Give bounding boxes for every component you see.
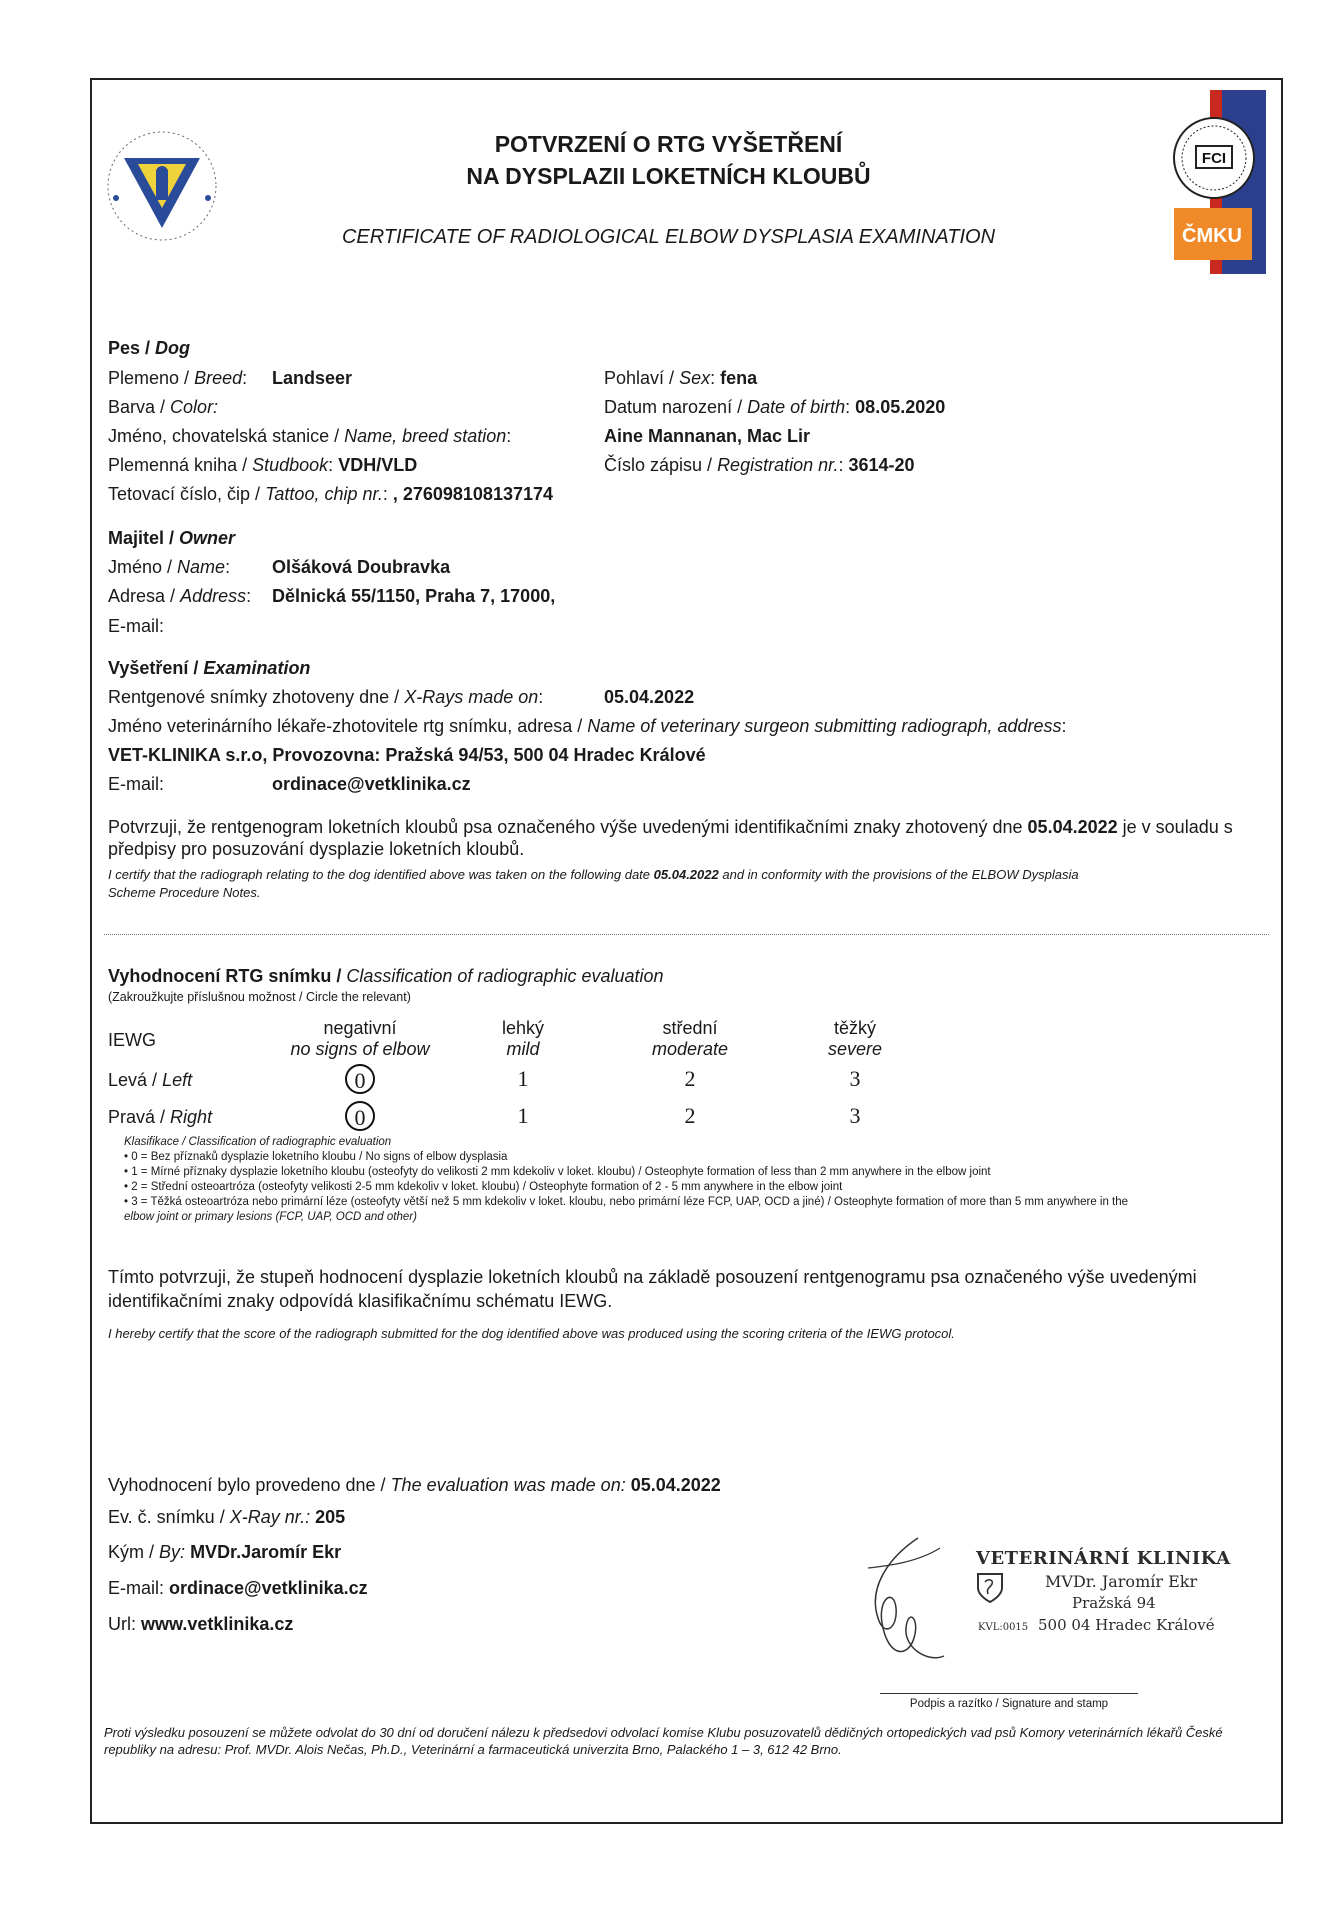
section-divider (104, 934, 1269, 935)
breed-row: Plemeno / Breed: (108, 368, 248, 388)
dog-section-title: Pes / Dog (108, 338, 191, 358)
xray-date-label: Rentgenové snímky zhotoveny dne / X-Rays made on: (108, 687, 544, 707)
classification-title: Vyhodnocení RTG snímku / Classification of radiographic evaluation (108, 966, 664, 986)
exam-email-label: E-mail: (108, 774, 165, 794)
confirm-en-line-2: Scheme Procedure Notes. (108, 885, 261, 900)
signature-label: Podpis a razítko / Signature and stamp (909, 1698, 1109, 1710)
owner-email-label: E-mail: (108, 616, 165, 636)
confirm-en-line-1: I certify that the radiograph relating to the dog identified above was taken on the following date 05.04.2022 and in conformity with the provisions of the ELBOW Dysplasia (108, 867, 1079, 882)
col-negative: negativní no signs of elbow (290, 1018, 430, 1059)
xray-nr-row: Ev. č. snímku / X-Ray nr.: 205 (108, 1507, 346, 1527)
stamp-line-2: MVDr. Jaromír Ekr (1045, 1572, 1198, 1591)
right-score-1[interactable]: 1 (517, 1103, 529, 1128)
legend-title: Klasifikace / Classification of radiographic evaluation (124, 1136, 392, 1148)
legend-item-4: elbow joint or primary lesions (FCP, UAP, OCD and other) (124, 1211, 417, 1223)
row-right-label: Pravá / Right (108, 1107, 213, 1127)
vet-label: Jméno veterinárního lékaře-zhotovitele rtg snímku, adresa / Name of veterinary surgeon submitting radiograph, address: (108, 716, 1067, 736)
color-row: Barva / Color: (108, 397, 219, 417)
stamp-line-1: VETERINÁRNÍ KLINIKA (976, 1548, 1231, 1569)
certification-en: I hereby certify that the score of the radiograph submitted for the dog identified above was produced using the scoring criteria of the IEWG protocol. (108, 1326, 955, 1341)
left-score-3[interactable]: 3 (849, 1066, 861, 1091)
cmku-text: ČMKU (1182, 225, 1242, 247)
stamp-line-3: Pražská 94 (1072, 1594, 1156, 1612)
vet-value: VET-KLINIKA s.r.o, Provozovna: Pražská 94/53, 500 04 Hradec Králové (108, 745, 706, 765)
url-row: Url: www.vetklinika.cz (108, 1614, 294, 1634)
exam-email-value: ordinace@vetklinika.cz (272, 774, 471, 794)
evaluation-date-row: Vyhodnocení bylo provedeno dne / The evaluation was made on: 05.04.2022 (108, 1475, 721, 1495)
appeal-footer: Proti výsledku posouzení se můžete odvolat do 30 dní od doručení nálezu k předsedovi odvolací komise Klubu posuzovatelů dědičných ortopedických vad psů Komory veterinárních lékařů České republiky na adresu: Prof. MVDr. Alois Nečas, Ph.D., Veterinární a farmaceutická univerzita Brno, Palackého 1 – 3, 612 42 Brno. (104, 1725, 1223, 1757)
dog-name-value: Aine Mannanan, Mac Lir (604, 426, 811, 446)
xray-date-value: 05.04.2022 (604, 687, 695, 707)
owner-name-label: Jméno / Name: (108, 557, 231, 577)
classification-hint: (Zakroužkujte příslušnou možnost / Circle the relevant) (108, 990, 411, 1004)
sex-row: Pohlaví / Sex: fena (604, 368, 758, 388)
right-score-3[interactable]: 3 (849, 1103, 861, 1128)
registration-row: Číslo zápisu / Registration nr.: 3614-20 (604, 455, 915, 475)
row-left-label: Levá / Left (108, 1070, 193, 1090)
stamp-shield-icon (976, 1572, 1004, 1604)
left-score-2[interactable]: 2 (684, 1066, 696, 1091)
legend-item-0: • 0 = Bez příznaků dysplazie loketního kloubu / No signs of elbow dysplasia (124, 1151, 508, 1163)
legend-item-1: • 1 = Mírné příznaky dysplazie loketního kloubu (osteofyty do velikosti 2 mm kdekoliv v loket. kloubu) / Osteophyte formation of less than 2 mm anywhere in the elbow joint (124, 1166, 991, 1178)
chip-row: Tetovací číslo, čip / Tattoo, chip nr.: , 276098108137174 (108, 484, 554, 504)
signature-line (880, 1693, 1138, 1694)
col-mild: lehký mild (501, 1018, 545, 1059)
right-score-0-selected[interactable]: 0 (325, 1101, 395, 1131)
confirm-cz-line-2: předpisy pro posuzování dysplazie loketních kloubů. (108, 839, 525, 859)
stamp-kvl: KVL:0015 (978, 1622, 1029, 1633)
title-line-2: NA DYSPLAZII LOKETNÍCH KLOUBŮ (466, 163, 871, 189)
owner-name-value: Olšáková Doubravka (272, 557, 451, 577)
fci-text: FCI (1201, 150, 1227, 167)
legend-item-3: • 3 = Těžká osteoartróza nebo primární léze (osteofyty větší než 5 mm kdekoliv v loket. kloubu, nebo primární léze FCP, UAP, OCD a jiné) / Osteophyte formation of more than 5 mm anywhere in the (124, 1196, 1129, 1208)
name-label: Jméno, chovatelská stanice / Name, breed station: (108, 426, 512, 446)
legend-item-2: • 2 = Střední osteoartróza (osteofyty velikosti 2-5 mm kdekoliv v loket. kloubu) / Osteophyte formation of 2 - 5 mm anywhere in the elbow joint (124, 1181, 843, 1193)
owner-address-label: Adresa / Address: (108, 586, 252, 606)
handwritten-signature (848, 1528, 958, 1668)
right-score-2[interactable]: 2 (684, 1103, 696, 1128)
iewg-label: IEWG (108, 1030, 156, 1050)
stamp-line-4: 500 04 Hradec Králové (1038, 1616, 1215, 1634)
title-line-1: POTVRZENÍ O RTG VYŠETŘENÍ (494, 131, 843, 157)
dob-row: Datum narození / Date of birth: 08.05.2020 (604, 397, 946, 417)
left-score-0-selected[interactable]: 0 (325, 1064, 395, 1094)
owner-address-value: Dělnická 55/1150, Praha 7, 17000, (272, 586, 556, 606)
evaluator-email-row: E-mail: ordinace@vetklinika.cz (108, 1578, 368, 1598)
owner-section-title: Majitel / Owner (108, 528, 236, 548)
exam-section-title: Vyšetření / Examination (108, 658, 311, 678)
col-moderate: střední moderate (651, 1018, 729, 1059)
subtitle: CERTIFICATE OF RADIOLOGICAL ELBOW DYSPLASIA EXAMINATION (341, 226, 996, 248)
certification-cz: Tímto potvrzuji, že stupeň hodnocení dysplazie loketních kloubů na základě posouzení rentgenogramu psa označeného výše uvedenými identifikačními znaky odpovídá klasifikačnímu schématu IEWG. (108, 1267, 1197, 1311)
col-severe: těžký severe (827, 1018, 883, 1059)
left-score-1[interactable]: 1 (517, 1066, 529, 1091)
confirm-cz-line-1: Potvrzuji, že rentgenogram loketních kloubů psa označeného výše uvedenými identifikačními znaky zhotovený dne 05.04.2022 je v souladu s (108, 817, 1233, 837)
by-row: Kým / By: MVDr.Jaromír Ekr (108, 1542, 342, 1562)
breed-value: Landseer (272, 368, 353, 388)
studbook-row: Plemenná kniha / Studbook: VDH/VLD (108, 455, 418, 475)
